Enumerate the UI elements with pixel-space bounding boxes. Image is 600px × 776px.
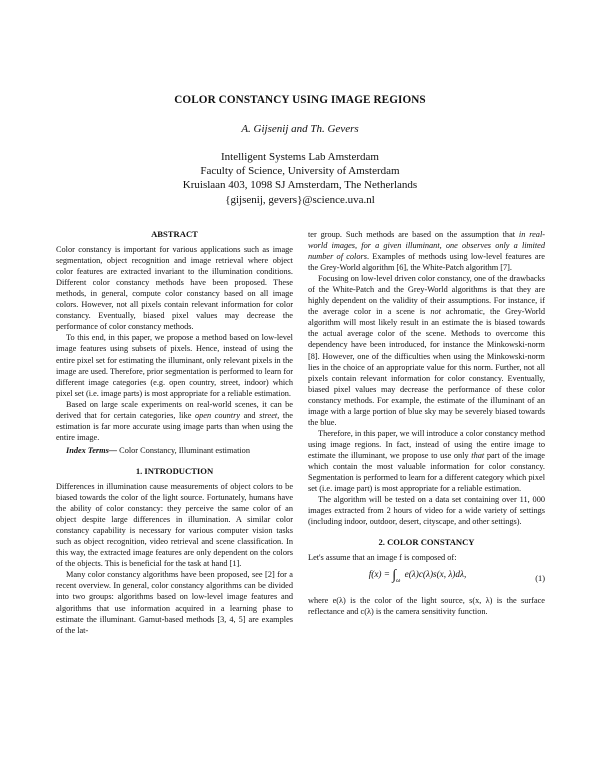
- body-paragraph: [308, 229, 545, 273]
- text-run: Therefore, in this paper, we will introduce a color constancy method using image regions. In fact, instead of using the entire image to estimate the illuminant, we propose to use only: [308, 428, 545, 460]
- text-run: Focusing on low-level driven color constancy, one of the drawbacks of the White-Patch and the Grey-World algorithms is that they are highly dependent on the validity of their assumptions. For instance, if the average color in a scene is: [308, 274, 545, 317]
- emphasis-text: in real-world images, for a given illuminant, one observes only a limited number of colors: [308, 230, 546, 262]
- affiliation-line: Faculty of Science, University of Amsterdam: [200, 165, 400, 178]
- right-column: [308, 229, 545, 618]
- text-run: , the estimation is far more accurate using image parts than when using the entire image.: [56, 410, 293, 442]
- abstract-heading: ABSTRACT: [151, 229, 198, 239]
- index-terms-text: Color Constancy, Illuminant estimation: [117, 445, 250, 455]
- intro-paragraph: Differences in illumination cause measurements of object colors to be biased towards the color of the light source. Fortunately, humans have the ability of color constancy: they perceive the same color of an object despite large differences in illumination. A similar color constancy capability is necessary for various computer vision tasks such as object recognition, video retrieval and scene classification. In this way, the extracted image features are only dependent on the colors of the objects. This is beneficial for the task at hand [1].: [56, 481, 293, 569]
- equation-number: (1): [535, 573, 545, 583]
- text-run: . Examples of methods using low-level features are the Grey-World algorithm [6], the White-Patch algorithm [7].: [308, 252, 545, 273]
- text-run: Based on large scale experiments on real-world scenes, it can be derived that for certain categories, like: [56, 399, 293, 420]
- text-run: ter group. Such methods are based on the assumption that: [308, 230, 516, 239]
- index-terms: [56, 445, 293, 456]
- affiliation-block: [0, 150, 600, 207]
- body-paragraph: [308, 428, 545, 494]
- affiliation-line: Kruislaan 403, 1098 SJ Amsterdam, The Netherlands: [182, 179, 418, 192]
- abstract-paragraph: Color constancy is important for various applications such as image segmentation, object recognition and image retrieval where object color features are extracted invariant to the illumination conditions. Different color constancy methods have been proposed. These methods, in general, compute color constancy based on all image colors. However, not all pixels contain relevant information for color constancy. Eventually, biased pixel values may decrease the performance of color constancy methods.: [56, 245, 293, 332]
- text-run: part of the image which contain the most valuable information for color constancy. Segmentation is performed to learn for a different category which pixel set (i.e. image part) is most appropriate for a reliable estimation.: [308, 450, 545, 494]
- emphasis-text: open country: [194, 410, 241, 420]
- text-run: and: [243, 410, 256, 420]
- emphasis-text: not: [430, 307, 441, 317]
- equation-rhs: e(λ)c(λ)s(x, λ)dλ,: [404, 569, 467, 580]
- intro-paragraph: Many color constancy algorithms have been proposed, see [2] for a recent overview. In general, color constancy algorithms can be divided into two groups: algorithms based on low-level image features and algorithms that use information acquired in a learning phase to estimate the illuminant. Gamut-based methods [3, 4, 5] are examples of the lat-: [56, 570, 293, 635]
- abstract-paragraph: To this end, in this paper, we propose a method based on low-level image features using subsets of pixels. Hence, instead of using the entire pixel set for estimating the illuminant, only relevant pixels in the image are used. Therefore, prior segmentation is performed to learn for different image categories (e.g. open country, street, indoor) which pixel set (i.e. image parts) is most appropriate for a reliable estimation.: [56, 333, 293, 398]
- equation-body: [308, 569, 527, 587]
- paper-title: COLOR CONSTANCY USING IMAGE REGIONS: [174, 94, 426, 106]
- body-paragraph: where e(λ) is the color of the light source, s(x, λ) is the surface reflectance and c(λ) is the camera sensitivity function.: [308, 596, 545, 617]
- introduction-heading: 1. INTRODUCTION: [135, 465, 214, 476]
- body-paragraph: Let's assume that an image f is composed of:: [308, 553, 457, 563]
- body-paragraph: [308, 273, 545, 428]
- paper-authors: A. Gijsenij and Th. Gevers: [241, 123, 359, 135]
- text-run: achromatic, the Grey-World algorithm will most likely result in an estimate the is biased towards the actual average color of the scene. Methods to overcome this dependency have been introduced, for instance the Minkowski-norm [8]. However, one of the difficulties when using the Minkowski-norm lies in the choice of an appropriate value for this norm. Further, not all pixels contain relevant information for color constancy. Eventually, biased pixel values may decrease the performance of these color constancy methods. For example, the estimate of the illuminant of an image with a large portion of blue sky may be severely biased towards the blue.: [308, 307, 546, 427]
- affiliation-line: Intelligent Systems Lab Amsterdam: [221, 151, 379, 163]
- body-paragraph: The algorithm will be tested on a data set containing over 11, 000 images extracted from 2 hours of video for a wide variety of settings (including indoor, outdoor, desert, cityscape, and other settings).: [308, 495, 545, 527]
- abstract-paragraph: [56, 399, 293, 443]
- equation-lhs: f(x) =: [368, 569, 390, 580]
- emphasis-text: street: [259, 410, 278, 420]
- emphasis-text: that: [471, 450, 485, 460]
- affiliation-email: {gijsenij, gevers}@science.uva.nl: [225, 193, 375, 206]
- integral-symbol: ∫: [392, 568, 397, 584]
- left-column: [56, 229, 293, 636]
- equation-subscript: ω: [396, 578, 401, 585]
- equation-1: [308, 569, 545, 587]
- index-terms-label: Index Terms—: [66, 445, 118, 455]
- color-constancy-heading: 2. COLOR CONSTANCY: [378, 537, 475, 548]
